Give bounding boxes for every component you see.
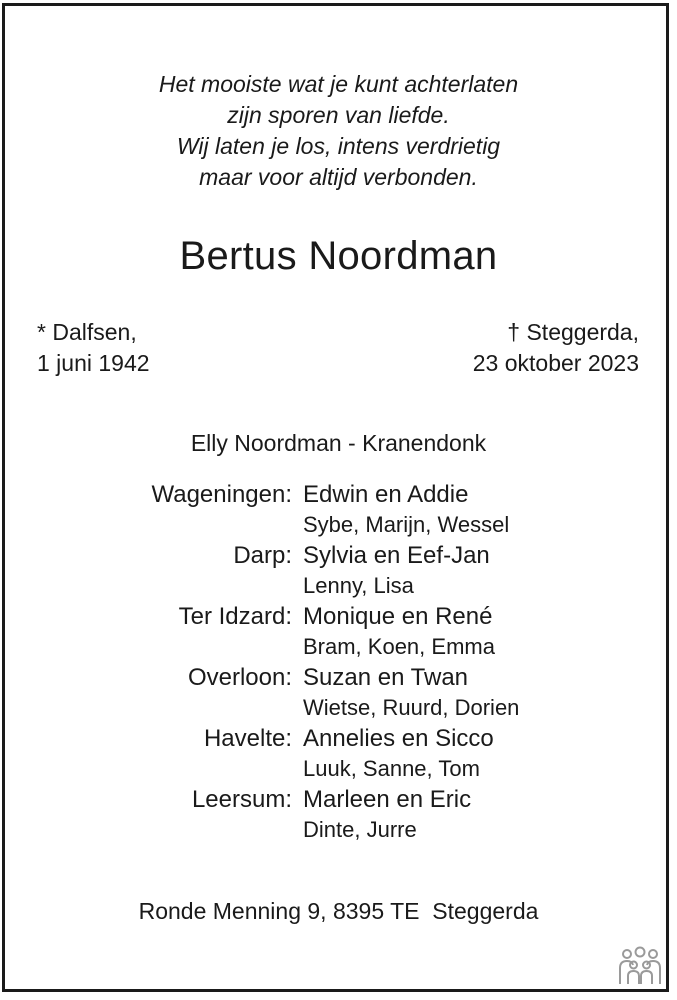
family-entry — [0, 601, 677, 662]
family-place: Darp: — [233, 542, 292, 569]
poem-line: Wij laten je los, intens verdrietig — [176, 133, 501, 159]
address: Ronde Menning 9, 8395 TE Steggerda — [138, 898, 539, 924]
family-place: Wageningen: — [151, 481, 292, 508]
birth-date: 1 juni 1942 — [37, 350, 150, 376]
family-people-icon — [617, 946, 663, 986]
poem — [0, 69, 677, 193]
family-grandchildren: Lenny, Lisa — [303, 573, 414, 598]
family-children: Marleen en Eric — [303, 786, 472, 813]
family-children: Edwin en Addie — [303, 481, 469, 508]
family-grandchildren: Bram, Koen, Emma — [303, 634, 495, 659]
deceased-name: Bertus Noordman — [179, 234, 498, 278]
death-info — [473, 317, 639, 379]
death-date: 23 oktober 2023 — [472, 350, 639, 376]
family-grandchildren: Dinte, Jurre — [303, 817, 417, 842]
family-children: Annelies en Sicco — [303, 725, 494, 752]
family-place: Leersum: — [191, 786, 292, 813]
family-children: Sylvia en Eef-Jan — [303, 542, 490, 569]
family-entry — [0, 784, 677, 845]
poem-line: zijn sporen van liefde. — [227, 102, 450, 128]
family-grandchildren: Sybe, Marijn, Wessel — [303, 512, 510, 537]
family-entry — [0, 662, 677, 723]
family-place: Ter Idzard: — [178, 603, 292, 630]
family-children: Suzan en Twan — [303, 664, 469, 691]
poem-line: maar voor altijd verbonden. — [199, 164, 478, 190]
family-place: Havelte: — [203, 725, 292, 752]
family-grandchildren: Wietse, Ruurd, Dorien — [303, 695, 520, 720]
birth-info — [37, 317, 150, 379]
family-place: Overloon: — [187, 664, 292, 691]
family-entry — [0, 540, 677, 601]
family-grandchildren: Luuk, Sanne, Tom — [303, 756, 480, 781]
family-entry — [0, 723, 677, 784]
family-entry — [0, 479, 677, 540]
spouse-name: Elly Noordman - Kranendonk — [190, 430, 487, 456]
family-list — [0, 479, 677, 845]
birth-place: * Dalfsen, — [37, 319, 137, 345]
poem-line: Het mooiste wat je kunt achterlaten — [158, 71, 519, 97]
family-children: Monique en René — [303, 603, 493, 630]
death-place: † Steggerda, — [507, 319, 639, 345]
